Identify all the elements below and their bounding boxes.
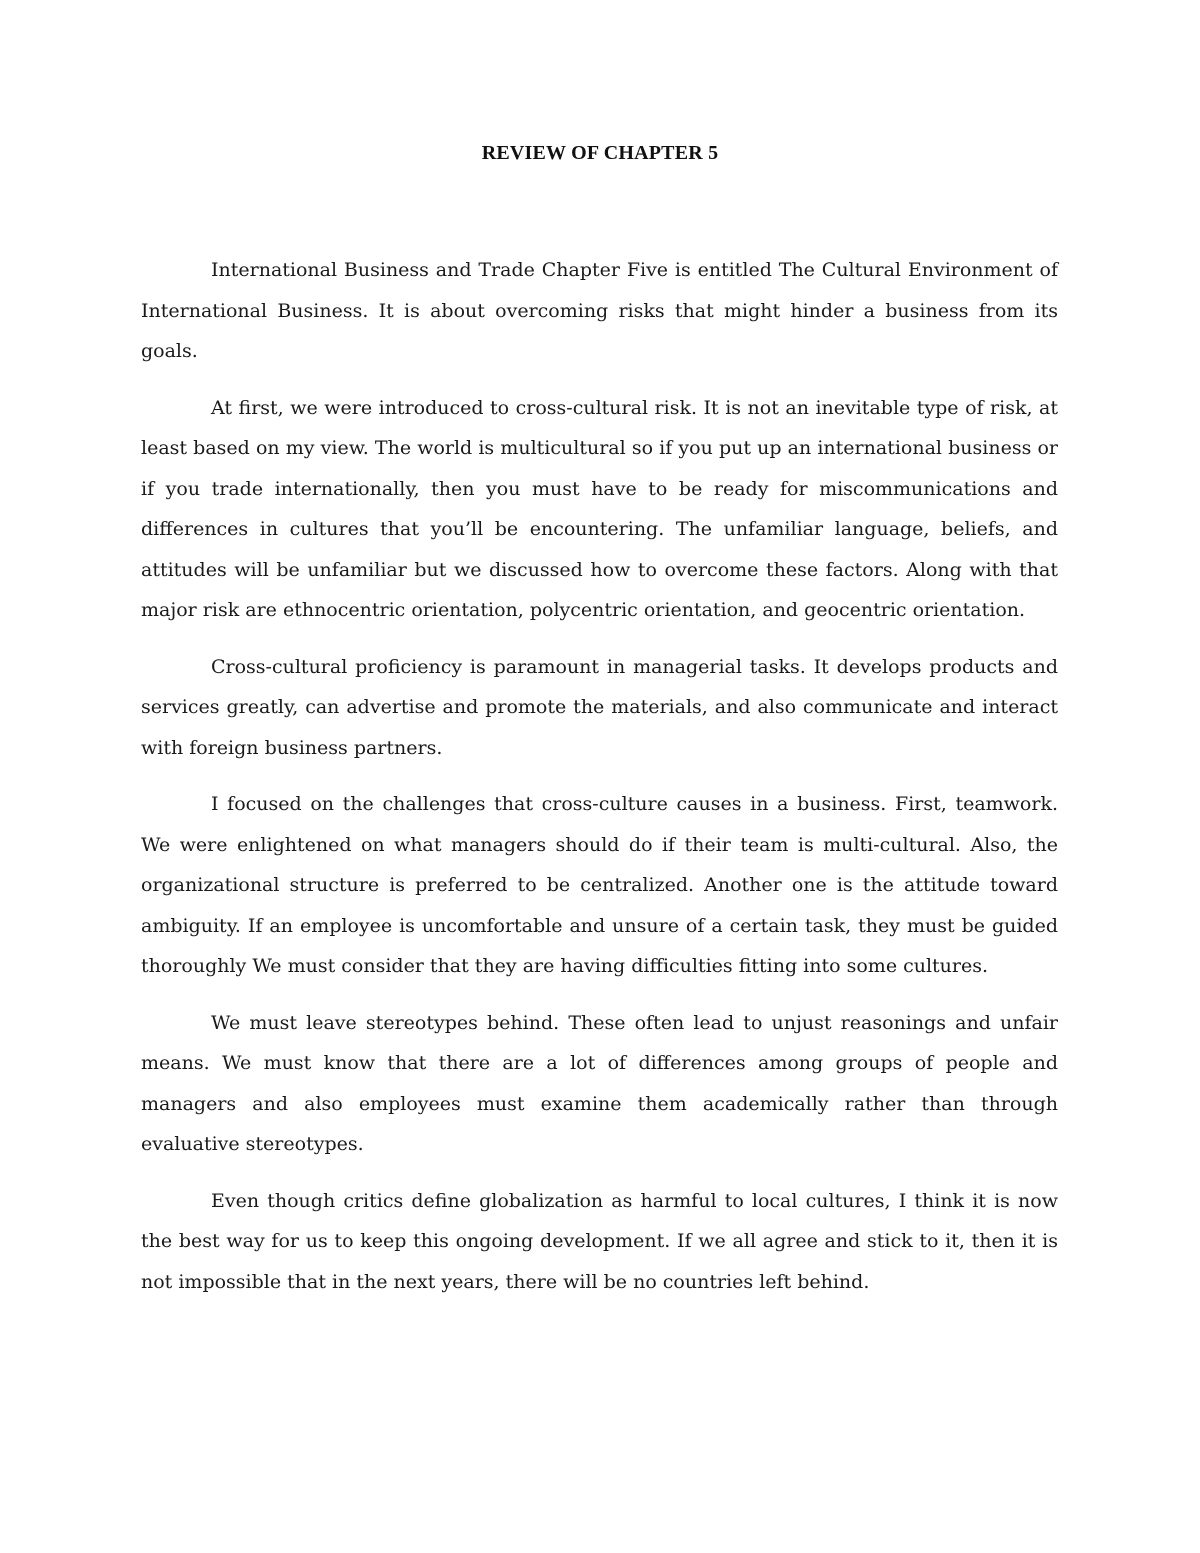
document-title: REVIEW OF CHAPTER 5	[481, 142, 719, 164]
document-body	[141, 250, 1058, 1318]
paragraph: I focused on the challenges that cross-culture causes in a business. First, teamwork. We were enlightened on what managers should do if their team is multi-cultural. Also, the organizational structure is preferred to be centralized. Another one is the attitude toward ambiguity. If an employee is uncomfortable and unsure of a certain task, they must be guided thoroughly We must consider that they are having difficulties fitting into some cultures.	[141, 793, 1058, 977]
paragraph: Even though critics define globalization as harmful to local cultures, I think it is now the best way for us to keep this ongoing development. If we all agree and stick to it, then it is not impossible that in the next years, there will be no countries left behind.	[141, 1189, 1058, 1293]
paragraph: At first, we were introduced to cross-cultural risk. It is not an inevitable type of risk, at least based on my view. The world is multicultural so if you put up an international business or if you trade internationally, then you must have to be ready for miscommunications and differences in cultures that you’ll be encountering. The unfamiliar language, beliefs, and attitudes will be unfamiliar but we discussed how to overcome these factors. Along with that major risk are ethnocentric orientation, polycentric orientation, and geocentric orientation.	[141, 396, 1058, 621]
paragraph: Cross-cultural proficiency is paramount in managerial tasks. It develops products and services greatly, can advertise and promote the materials, and also communicate and interact with foreign business partners.	[141, 655, 1058, 759]
paragraph: We must leave stereotypes behind. These often lead to unjust reasonings and unfair means. We must know that there are a lot of differences among groups of people and managers and also employees must examine them academically rather than through evaluative stereotypes.	[141, 1011, 1058, 1155]
paragraph: International Business and Trade Chapter Five is entitled The Cultural Environment of International Business. It is about overcoming risks that might hinder a business from its goals.	[141, 259, 1058, 362]
